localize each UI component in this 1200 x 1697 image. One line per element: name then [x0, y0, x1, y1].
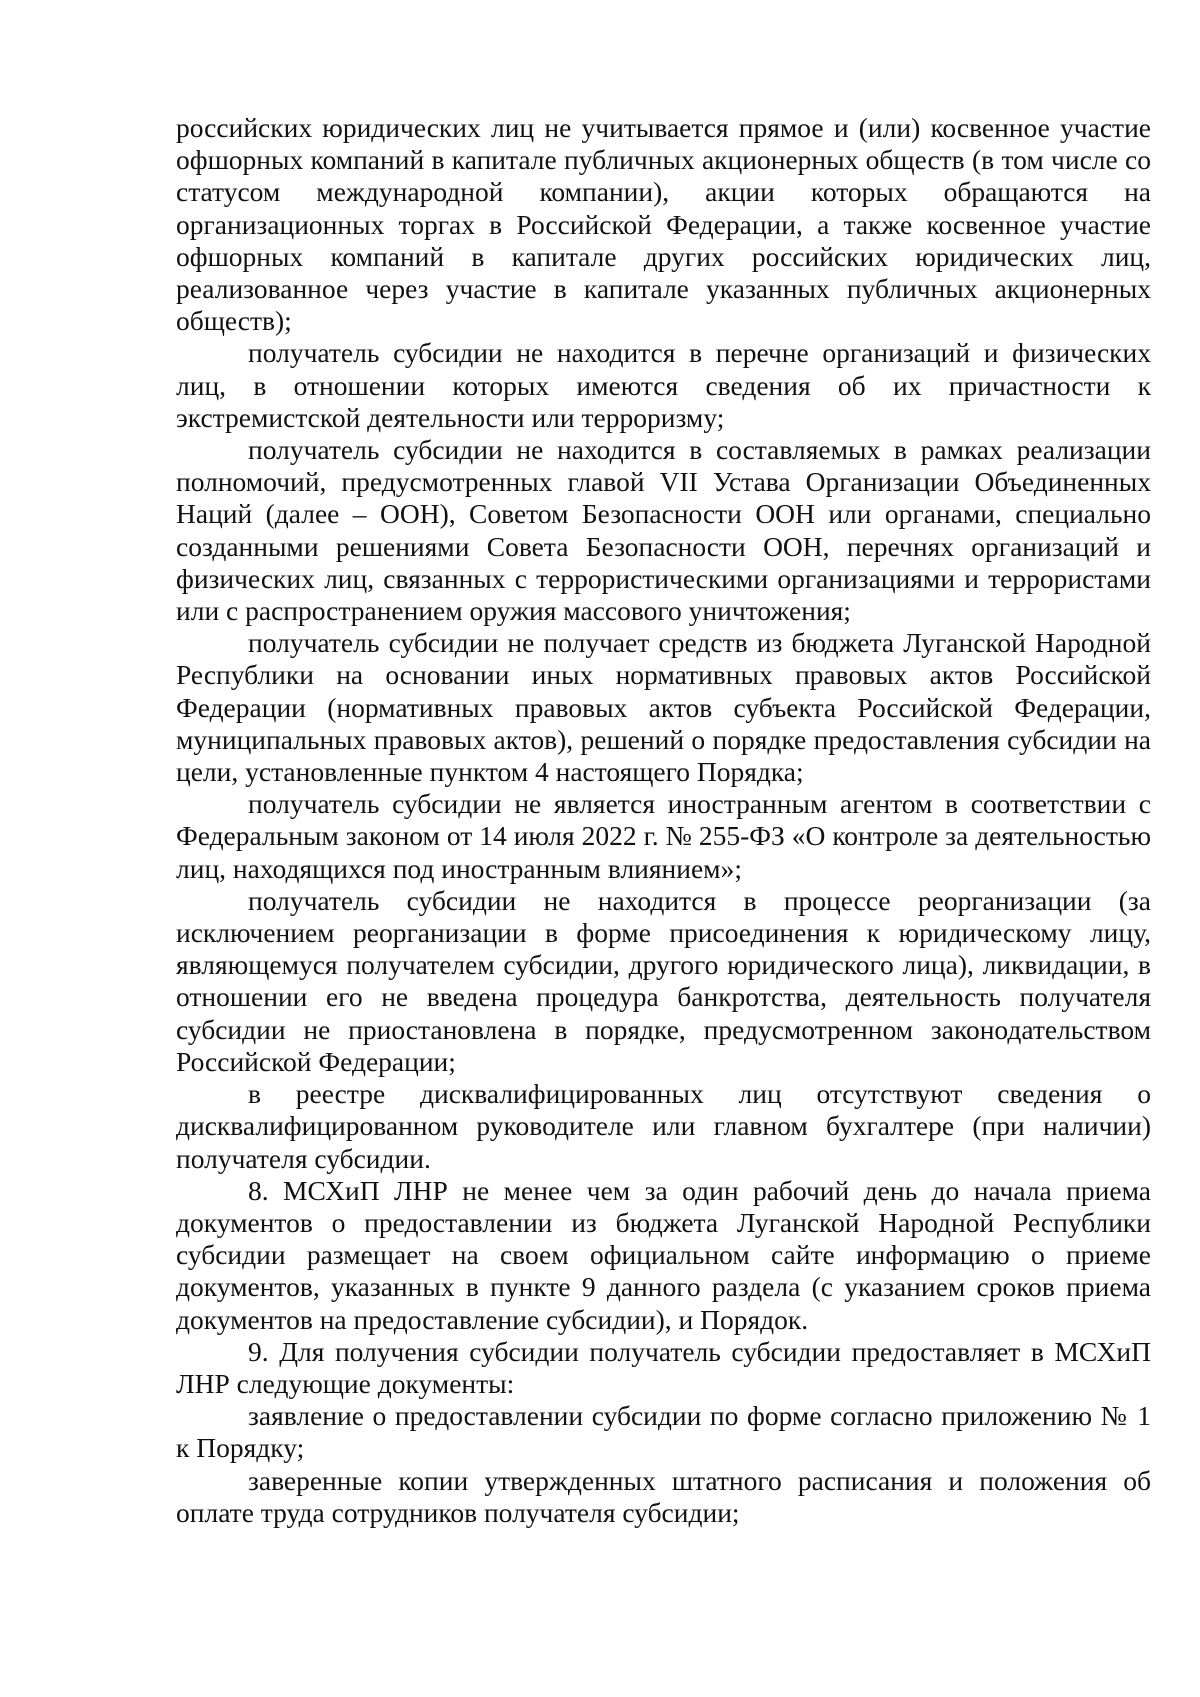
document-page [176, 112, 1151, 1529]
paragraph-item-8: 8. МСХиП ЛНР не менее чем за один рабочий день до начала приема документов о предоставлении из бюджета Луганской Народной Республики субсидии размещает на своем официальном сайте информацию о приеме документов, указанных в пункте 9 данного раздела (с указанием сроков приема документов на предоставление субсидии), и Порядок. [176, 1174, 1151, 1335]
paragraph-staff-schedule-copies: заверенные копии утвержденных штатного расписания и положения об оплате труда сотрудников получателя субсидии; [176, 1464, 1151, 1528]
paragraph-offshore-participation: российских юридических лиц не учитывается прямое и (или) косвенное участие офшорных компаний в капитале публичных акционерных обществ (в том числе со статусом международной компании), акции которых обращаются на организационных торгах в Российской Федерации, а также косвенное участие офшорных компаний в капитале других российских юридических лиц, реализованное через участие в капитале указанных публичных акционерных обществ); [176, 112, 1151, 337]
paragraph-un-lists: получатель субсидии не находится в составляемых в рамках реализации полномочий, предусмотренных главой VII Устава Организации Объединенных Наций (далее – ООН), Советом Безопасности ООН или органами, специально созданными решениями Совета Безопасности ООН, перечнях организаций и физических лиц, связанных с террористическими организациями и террористами или с распространением оружия массового уничтожения; [176, 434, 1151, 627]
paragraph-application-form: заявление о предоставлении субсидии по форме согласно приложению № 1 к Порядку; [176, 1400, 1151, 1464]
paragraph-disqualified-registry: в реестре дисквалифицированных лиц отсутствуют сведения о дисквалифицированном руководителе или главном бухгалтере (при наличии) получателя субсидии. [176, 1078, 1151, 1174]
paragraph-item-9: 9. Для получения субсидии получатель субсидии предоставляет в МСХиП ЛНР следующие документы: [176, 1335, 1151, 1399]
paragraph-foreign-agent: получатель субсидии не является иностранным агентом в соответствии с Федеральным законом от 14 июля 2022 г. № 255-ФЗ «О контроле за деятельностью лиц, находящихся под иностранным влиянием»; [176, 788, 1151, 884]
paragraph-reorganization: получатель субсидии не находится в процессе реорганизации (за исключением реорганизации в форме присоединения к юридическому лицу, являющемуся получателем субсидии, другого юридического лица), ликвидации, в отношении его не введена процедура банкротства, деятельность получателя субсидии не приостановлена в порядке, предусмотренном законодательством Российской Федерации; [176, 884, 1151, 1077]
paragraph-extremism-list: получатель субсидии не находится в перечне организаций и физических лиц, в отношении которых имеются сведения об их причастности к экстремистской деятельности или терроризму; [176, 337, 1151, 433]
paragraph-other-budget-funds: получатель субсидии не получает средств из бюджета Луганской Народной Республики на основании иных нормативных правовых актов Российской Федерации (нормативных правовых актов субъекта Российской Федерации, муниципальных правовых актов), решений о порядке предоставления субсидии на цели, установленные пунктом 4 настоящего Порядка; [176, 627, 1151, 788]
